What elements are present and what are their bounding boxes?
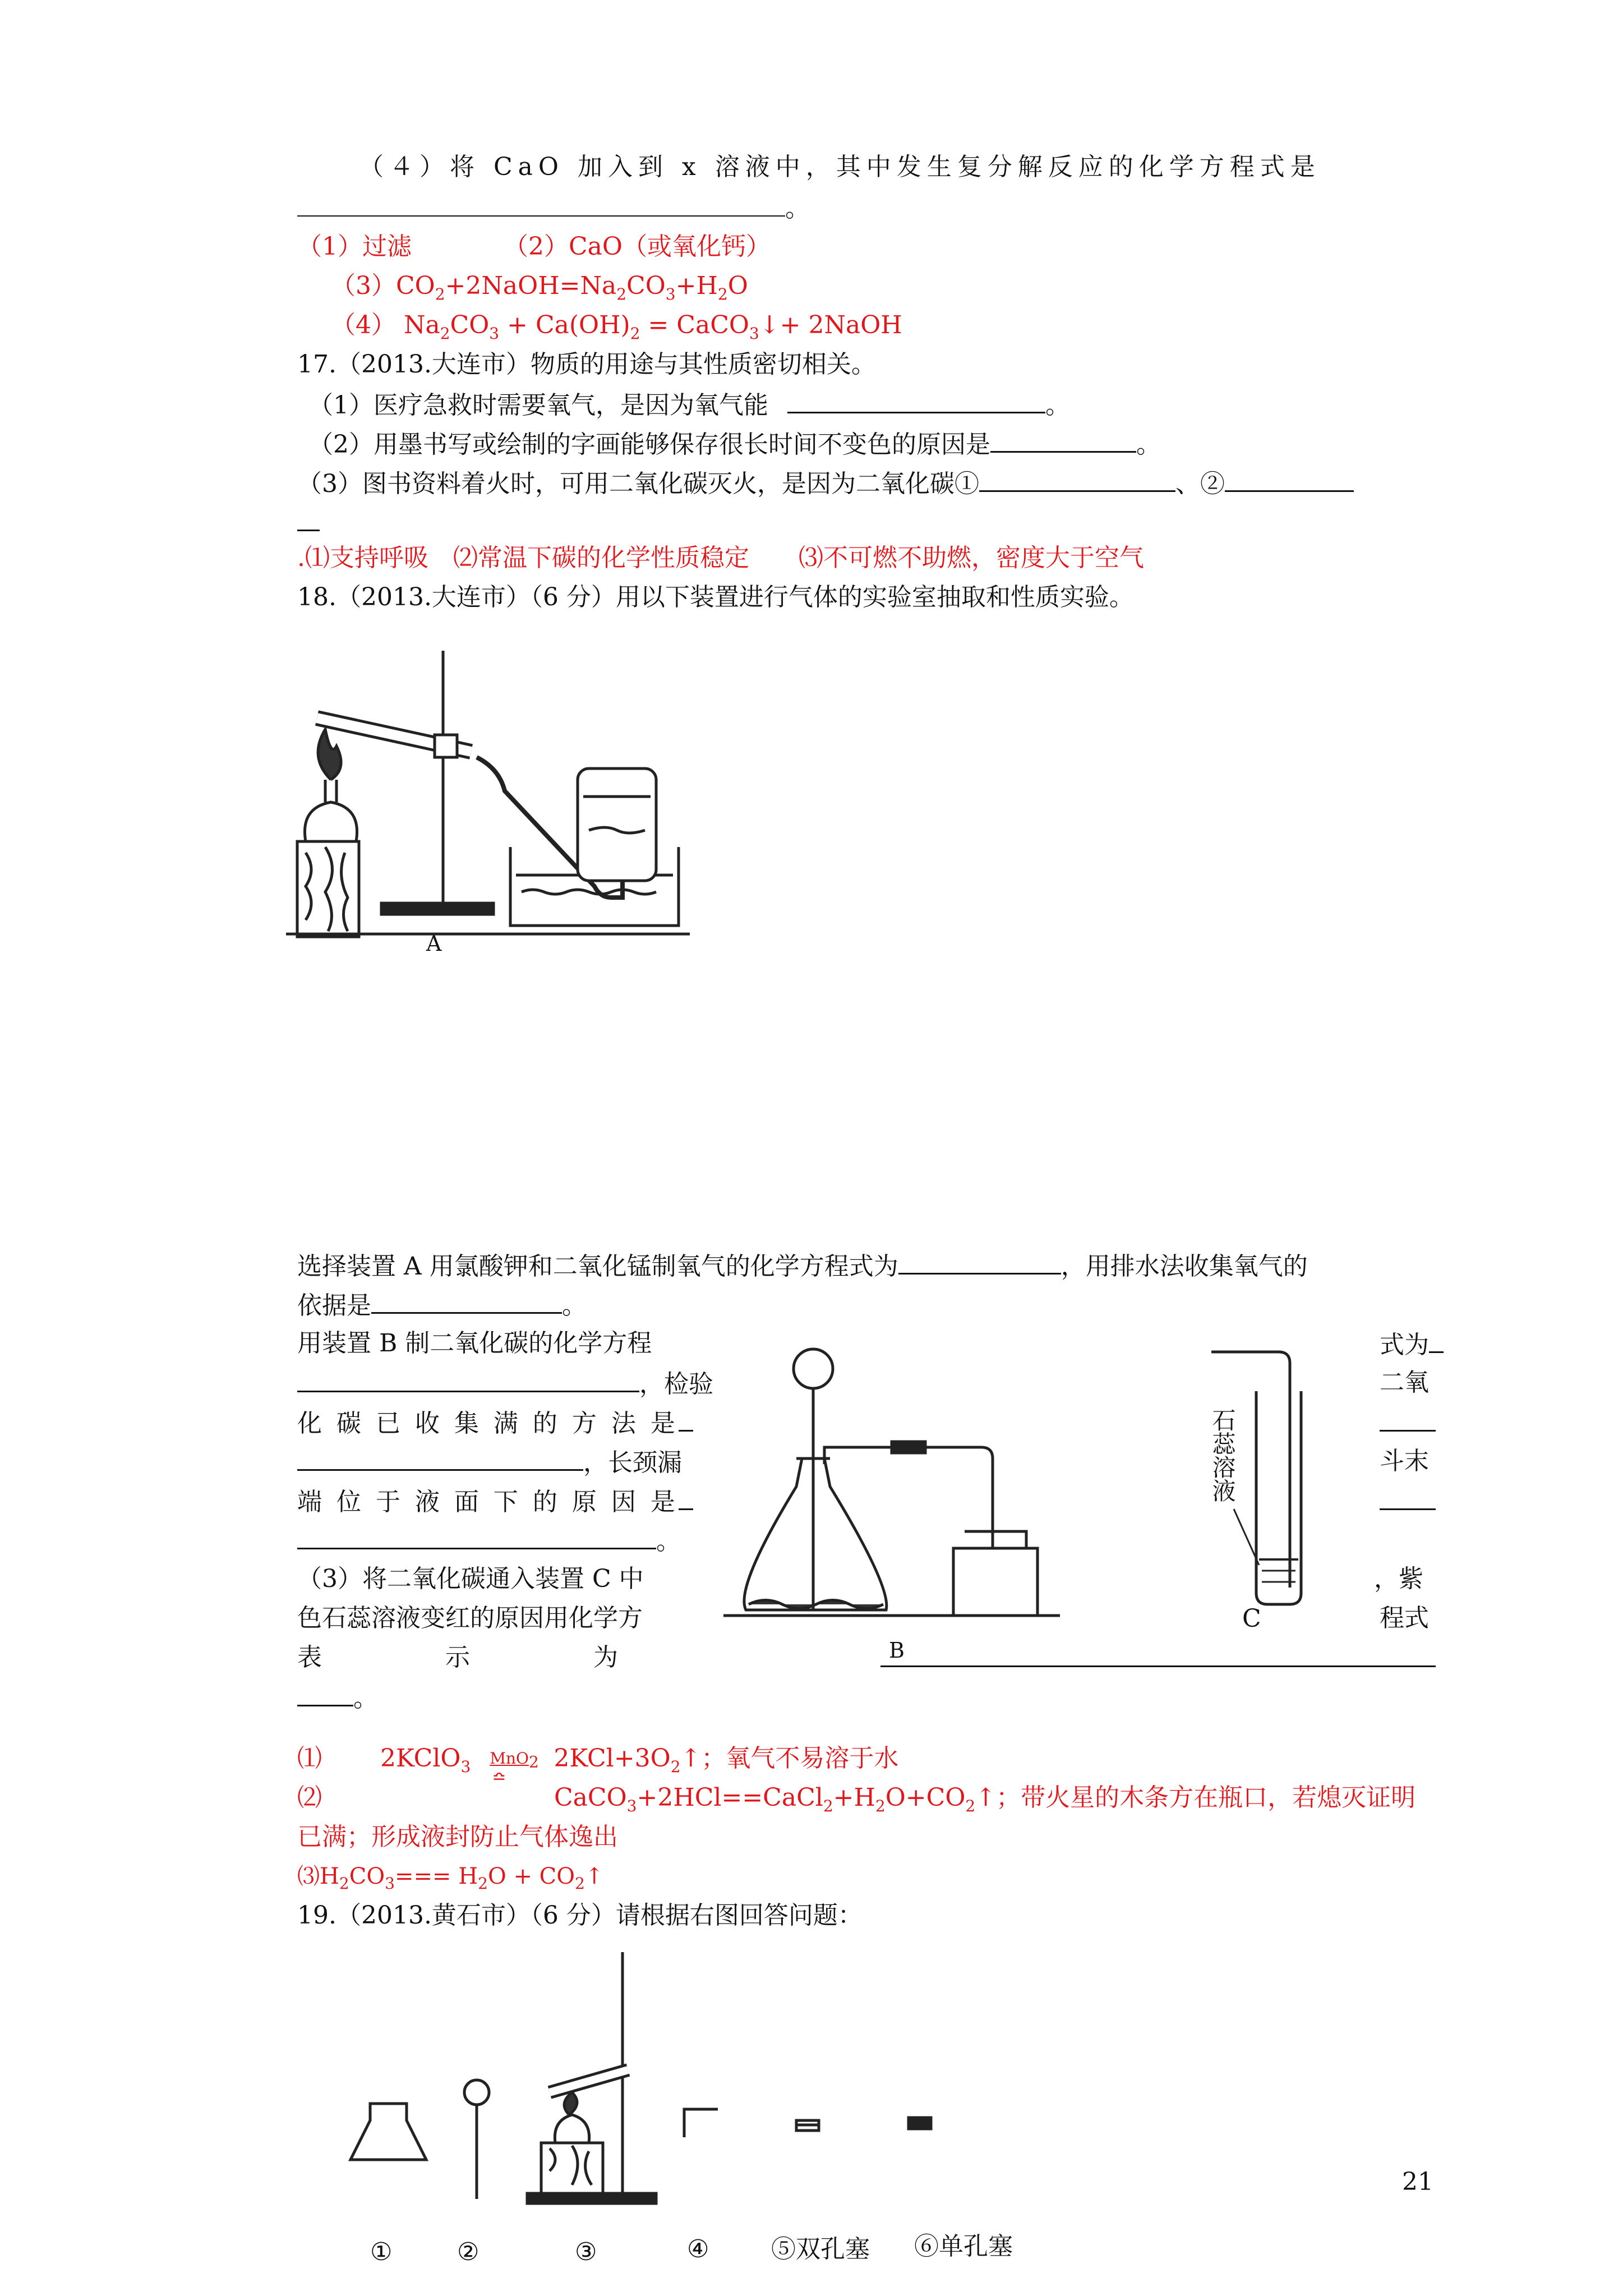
q18-p5-left: 化 碳 已 收 集 满 的 方 法 是 bbox=[297, 1405, 693, 1441]
answer-blank bbox=[898, 1248, 1061, 1274]
q19-label-5: ⑤双孔塞 bbox=[771, 2235, 870, 2263]
q18-p5-right bbox=[1380, 1405, 1436, 1441]
q18-p9-left: （3）将二氧化碳通入装置 C 中 bbox=[297, 1565, 644, 1593]
apparatus-b-figure bbox=[723, 1346, 1071, 1660]
q16-answer-3: $(3)CO_2+2NaOH=Na_2CO_3+H_2O$ bbox=[331, 272, 748, 303]
q19-label-4: ④ bbox=[687, 2235, 709, 2263]
answer-blank bbox=[1380, 1484, 1436, 1510]
apparatus-c-figure bbox=[1166, 1324, 1335, 1638]
q18-p7-right bbox=[1380, 1484, 1436, 1519]
answer-blank bbox=[979, 466, 1175, 492]
q19-label-2: ② bbox=[457, 2238, 479, 2266]
q16-answer-4: （4） $Na_2CO_3 + Ca(OH)_2$ = CaCO$_3$↓+ 2NaOH bbox=[331, 311, 902, 343]
q18-p6-right: 斗末 bbox=[1380, 1447, 1429, 1475]
figure-c-label: C bbox=[1242, 1604, 1261, 1633]
q19-label-3: ③ bbox=[575, 2238, 597, 2266]
q16-answer-1-2 bbox=[297, 230, 771, 264]
answer-blank bbox=[297, 1680, 353, 1706]
apparatus-c-drawing bbox=[1166, 1324, 1335, 1638]
q18-p6-left: ，长颈漏 bbox=[297, 1444, 682, 1480]
q18-p3-right: 式为 bbox=[1380, 1327, 1444, 1362]
q17-title: 17.（2013.大连市）物质的用途与其性质密切相关。 bbox=[297, 350, 876, 379]
answer-blank bbox=[297, 1444, 583, 1471]
answer-blank bbox=[990, 426, 1136, 453]
catalyst-mark: MnO$_2$ ≏ bbox=[490, 1749, 539, 1787]
answer-blank bbox=[297, 1366, 639, 1392]
q16-answer-blank-line: 。 bbox=[297, 191, 810, 226]
q18-p10-right: 程式 bbox=[1380, 1604, 1429, 1632]
q18-p11-left: 表 示 为 bbox=[297, 1643, 618, 1672]
q18-p4-left: ，检验 bbox=[297, 1366, 713, 1401]
q16-question-4 bbox=[359, 150, 1321, 184]
q16-ans2: （2）CaO（或氧化钙） bbox=[504, 232, 771, 261]
q17-line-2: （2）用墨书写或绘制的字画能够保存很长时间不变色的原因是 。 bbox=[308, 426, 1161, 462]
q18-p7-left: 端 位 于 液 面 下 的 原 因 是 bbox=[297, 1484, 693, 1519]
apparatus-a-drawing bbox=[264, 639, 712, 954]
q18-part1-line2: 依据是 。 bbox=[297, 1287, 587, 1323]
figure-a-label: A bbox=[426, 931, 442, 954]
q17-line-1: （1）医疗急救时需要氧气，是因为氧气能 。 bbox=[308, 387, 1070, 422]
q18-part1-line1: 选择装置 A 用氯酸钾和二氧化锰制氧气的化学方程式为 ，用排水法收集氧气的 bbox=[297, 1248, 1308, 1283]
q19-label-6: ⑥单孔塞 bbox=[914, 2232, 1013, 2261]
page-number: 21 bbox=[1402, 2168, 1433, 2196]
answer-blank bbox=[297, 1523, 656, 1549]
q19-title: 19.（2013.黄石市）（6 分）请根据右图回答问题： bbox=[297, 1901, 863, 1930]
q18-answer-3: $⑶H_2CO_3=== H_2O$ + $CO_2↑$ bbox=[297, 1864, 604, 1893]
q18-p10-left: 色石蕊溶液变红的原因用化学方 bbox=[297, 1604, 643, 1632]
q17-line-3: （3）图书资料着火时，可用二氧化碳灭火，是因为二氧化碳① 、② bbox=[297, 466, 1354, 501]
answer-blank bbox=[297, 505, 320, 531]
answer-blank bbox=[1225, 466, 1354, 492]
q18-p4-right: 二氧 bbox=[1380, 1368, 1429, 1397]
q18-answer-2: ⑵ $CaCO_3+2HCl==CaCl_2+H_2O+CO_2↑$；带火星的木条方在瓶口，若熄灭证明 bbox=[297, 1783, 1416, 1815]
figure-c-liquid-label: 石蕊溶液 bbox=[1209, 1408, 1237, 1502]
q18-answer-2-cont: 已满；形成液封防止气体逸出 bbox=[297, 1823, 618, 1851]
answer-blank bbox=[297, 191, 785, 217]
q19-apparatus-figure bbox=[348, 1952, 998, 2221]
q18-p3-left: 用装置 B 制二氧化碳的化学方程 bbox=[297, 1329, 652, 1358]
q18-p9-right: ，紫 bbox=[1374, 1565, 1423, 1593]
q18-p12: 。 bbox=[297, 1680, 378, 1715]
q18-p8-left: 。 bbox=[297, 1523, 681, 1558]
q19-label-1: ① bbox=[370, 2238, 393, 2266]
q17-answer: .⑴支持呼吸 ⑵常温下碳的化学性质稳定 ⑶不可燃不助燃，密度大于空气 bbox=[297, 544, 1144, 572]
figure-b-label: B bbox=[889, 1638, 905, 1660]
answer-blank bbox=[787, 387, 1045, 413]
q18-answer-1: ⑴ 2KClO$_3$ MnO$_2$ ≏ $2KCl+3O_2↑$；氧气不易溶于水 bbox=[297, 1742, 898, 1784]
q16-ans1: （1）过滤 bbox=[297, 232, 412, 261]
apparatus-a-figure bbox=[264, 639, 712, 954]
q16-line4-text: （４）将 CaO 加入到 x 溶液中，其中发生复分解反应的化学方程式是 bbox=[359, 153, 1321, 181]
apparatus-b-drawing bbox=[723, 1346, 1071, 1660]
q17-blank-cont bbox=[297, 505, 320, 540]
q18-title: 18.（2013.大连市）（6 分）用以下装置进行气体的实验室抽取和性质实验。 bbox=[297, 583, 1134, 611]
q19-apparatus-drawing bbox=[348, 1952, 998, 2221]
answer-blank bbox=[1380, 1405, 1436, 1432]
answer-blank bbox=[371, 1287, 562, 1314]
